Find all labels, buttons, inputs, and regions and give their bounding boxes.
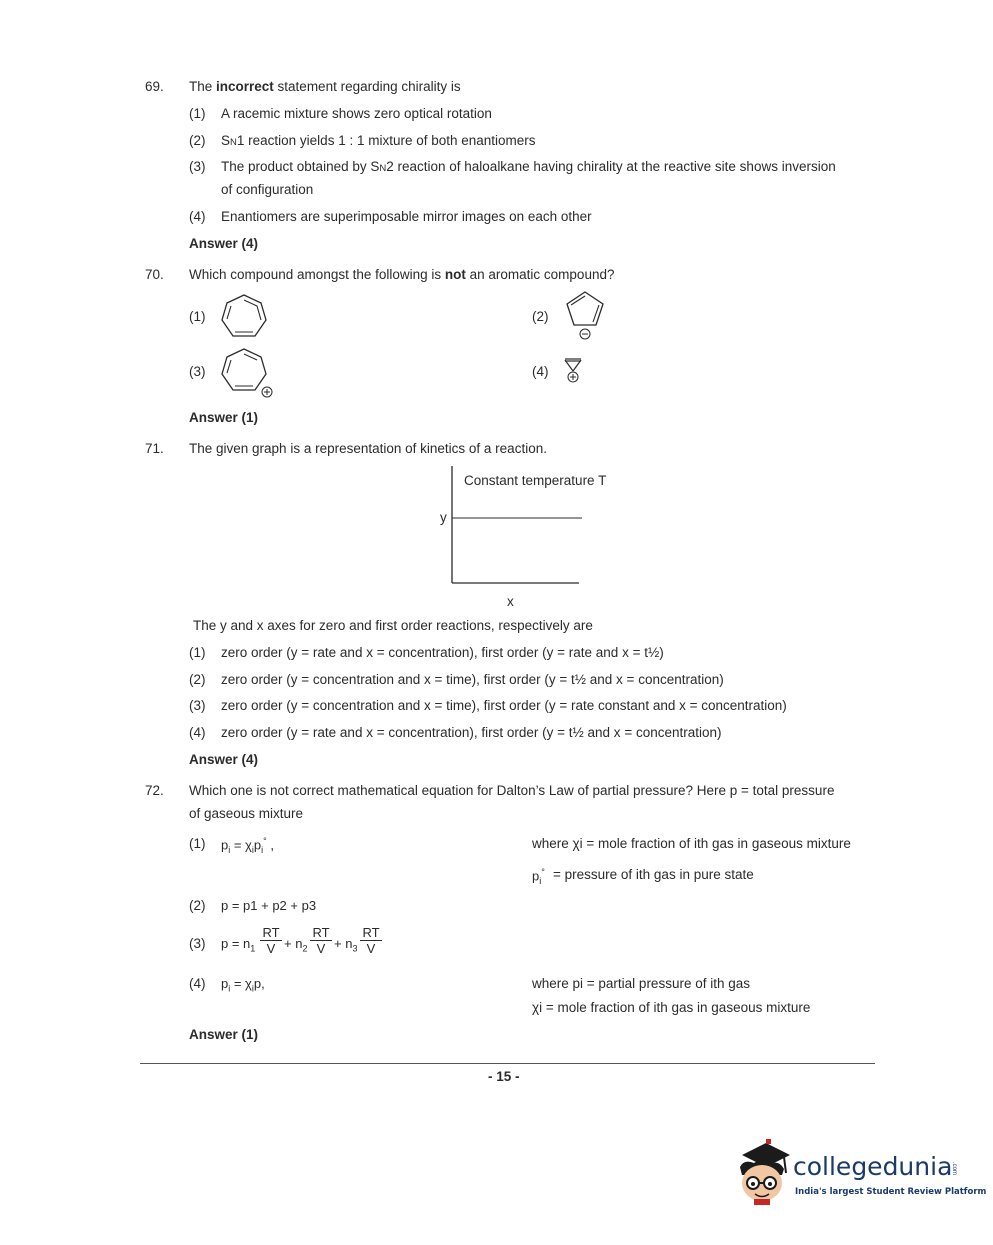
graph-title: Constant temperature T [464, 473, 607, 488]
footer-divider [140, 1063, 875, 1064]
q69-opt2-number: (2) [189, 133, 206, 148]
q70-opt3-number: (3) [189, 364, 206, 379]
q69-number: 69. [145, 79, 164, 94]
q72-opt1-where-b: = pressure of ith gas in pure state [553, 867, 754, 882]
q70-opt1-number: (1) [189, 309, 206, 324]
brand-com: .com [951, 1162, 957, 1176]
page-number: - 15 - [488, 1069, 520, 1084]
q69-answer: Answer (4) [189, 236, 259, 251]
q69-opt1-text: A racemic mixture shows zero optical rotation [221, 106, 492, 121]
kinetics-graph [430, 462, 630, 612]
q72-text: Which one is not correct mathematical equation for Dalton’s Law of partial pressure? Here p = total pressure [189, 783, 835, 798]
q72-opt1-equation: $p_i = \chi_ip_i^\circ$ , [221, 836, 274, 855]
cyclopropenyl-cation-icon [562, 357, 584, 385]
q69-opt3-text-line2: of configuration [221, 182, 314, 197]
q72-opt3-lhs: $p = n_1$ [221, 936, 256, 954]
q72-opt3-frac-3: $\frac{RT}{V}$ [360, 925, 382, 956]
q70-answer: Answer (1) [189, 410, 259, 425]
q71-opt2-number: (2) [189, 672, 206, 687]
q72-opt4-where-b: χi = mole fraction of ith gas in gaseous mixture [532, 1000, 811, 1015]
q71-opt3-text: zero order (y = concentration and x = time), first order (y = rate constant and x = concentration) [221, 698, 787, 713]
q72-opt4-where-a: where pi = partial pressure of ith gas [532, 976, 750, 991]
q72-opt4-number: (4) [189, 976, 206, 991]
q72-opt2-number: (2) [189, 898, 206, 913]
q71-text: The given graph is a representation of kinetics of a reaction. [189, 441, 547, 456]
q72-opt1-pure-symbol: $p_i^\circ$ [532, 867, 545, 886]
q70-text: Which compound amongst the following is not an aromatic compound? [189, 267, 615, 282]
q71-answer: Answer (4) [189, 752, 259, 767]
q71-opt1-number: (1) [189, 645, 206, 660]
q71-opt4-text: zero order (y = rate and x = concentration), first order (y = t½ and x = concentration) [221, 725, 722, 740]
q72-opt3-frac-2: $\frac{RT}{V}$ [310, 925, 332, 956]
q69-opt3-text: The product obtained by SN2 reaction of haloalkane having chirality at the reactive site shows inversion [221, 159, 836, 174]
q72-opt3-term-3: + $n_3$ [334, 936, 358, 954]
q70-opt2-number: (2) [532, 309, 549, 324]
q72-opt2-equation: p = p1 + p2 + p3 [221, 898, 317, 913]
q69-text: The incorrect statement regarding chirality is [189, 79, 461, 94]
collegedunia-mascot-logo-icon [732, 1137, 796, 1209]
q72-opt3-term-2: + $n_2$ [284, 936, 308, 954]
q71-number: 71. [145, 441, 164, 456]
q72-opt3-number: (3) [189, 936, 206, 951]
q72-text-line2: of gaseous mixture [189, 806, 304, 821]
q69-opt4-text: Enantiomers are superimposable mirror images on each other [221, 209, 592, 224]
cyclopentadienyl-anion-icon [561, 289, 611, 343]
q69-opt2-text: SN1 reaction yields 1 : 1 mixture of both enantiomers [221, 133, 536, 148]
q69-opt4-number: (4) [189, 209, 206, 224]
q71-opt4-number: (4) [189, 725, 206, 740]
brand-name: collegedunia [793, 1152, 953, 1181]
q69-opt1-number: (1) [189, 106, 206, 121]
q70-opt4-number: (4) [532, 364, 549, 379]
cycloheptatriene-structure-icon [218, 292, 270, 342]
q71-sub-question: The y and x axes for zero and first order reactions, respectively are [193, 618, 593, 633]
q72-number: 72. [145, 783, 164, 798]
q71-opt2-text: zero order (y = concentration and x = time), first order (y = t½ and x = concentration) [221, 672, 724, 687]
q72-opt1-number: (1) [189, 836, 206, 851]
graph-x-label: x [507, 594, 514, 609]
tropylium-cation-icon [218, 346, 276, 400]
graph-y-label: y [440, 510, 447, 525]
q69-opt3-number: (3) [189, 159, 206, 174]
q72-opt1-where-a: where χi = mole fraction of ith gas in gaseous mixture [532, 836, 851, 851]
q71-opt3-number: (3) [189, 698, 206, 713]
brand-tagline: India's largest Student Review Platform [795, 1187, 987, 1197]
q72-opt4-equation: $p_i = \chi_ip$, [221, 976, 265, 994]
q72-answer: Answer (1) [189, 1027, 259, 1042]
q72-opt3-frac-1: $\frac{RT}{V}$ [260, 925, 282, 956]
q71-opt1-text: zero order (y = rate and x = concentration), first order (y = rate and x = t½) [221, 645, 664, 660]
q70-number: 70. [145, 267, 164, 282]
